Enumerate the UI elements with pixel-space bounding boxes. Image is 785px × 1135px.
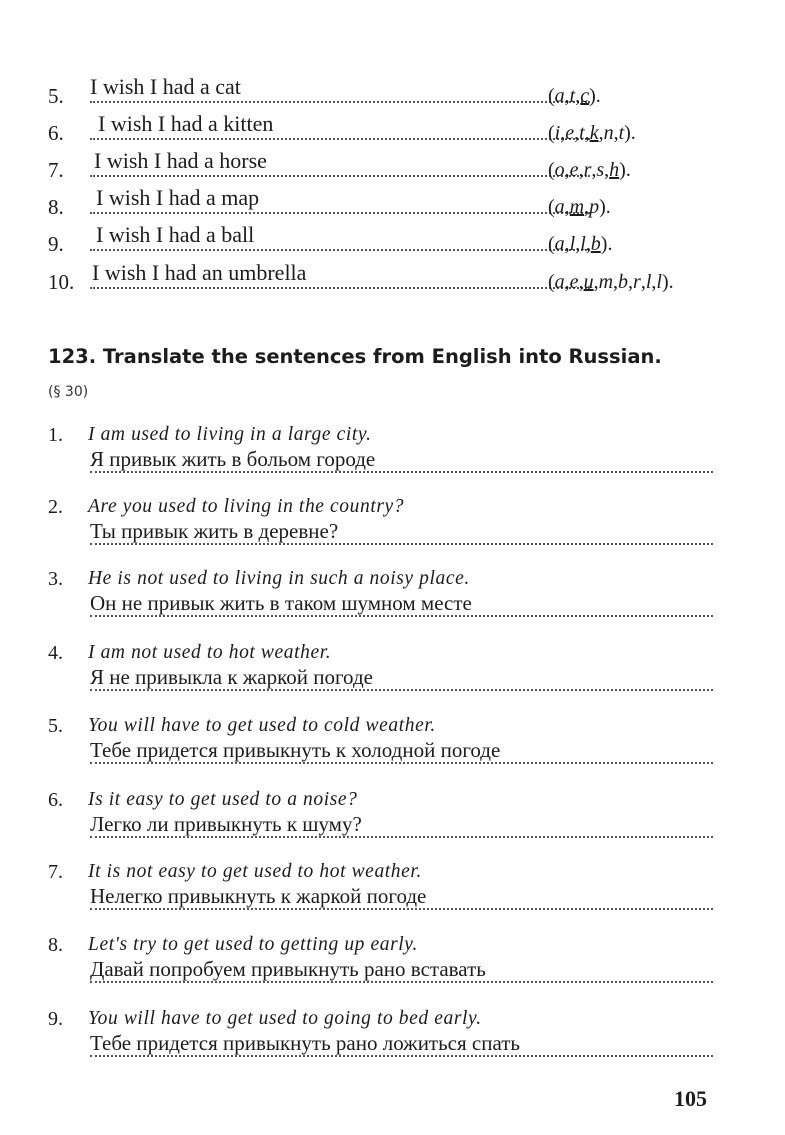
russian-answer[interactable]: Я привык жить в больом городе [90,447,376,471]
key-punctuation: , [575,85,581,107]
key-letter: a [554,85,565,107]
russian-answer[interactable]: Я не привыкла к жаркой погоде [90,665,373,689]
answer-line [90,615,713,617]
answer-line [90,762,713,764]
russian-answer[interactable]: Он не привык жить в таком шумном месте [90,591,472,615]
translation-item [48,567,713,627]
key-punctuation: ( [548,159,555,181]
item-number: 10. [48,270,75,294]
key-punctuation: , [598,122,604,144]
key-letter-underlined: c [580,85,590,107]
translation-item [48,860,713,920]
grammar-reference: (§ 30) [48,384,89,400]
item-number: 9. [48,232,64,256]
wish-item [48,256,728,293]
key-letter: l [580,233,586,255]
english-sentence: It is not easy to get used to hot weather. [88,861,422,882]
handwritten-answer[interactable]: I wish I had a kitten [98,111,274,136]
key-punctuation: ). [589,85,601,107]
key-letter: l [569,233,576,255]
key-letter: r [633,271,641,293]
russian-answer[interactable]: Давай попробуем привыкнуть рано вставать [90,957,486,981]
answer-line [90,101,590,103]
key-punctuation: , [628,271,634,293]
answer-line [90,908,713,910]
key-punctuation: , [564,196,570,218]
key-punctuation: ). [599,196,611,218]
answer-line [90,249,590,251]
key-letter: e [565,122,575,144]
key-punctuation: , [613,271,619,293]
wish-item [48,181,728,218]
russian-answer[interactable]: Нелегко привыкнуть к жаркой погоде [90,884,427,908]
item-number: 8. [48,195,64,219]
answer-line [90,1055,713,1057]
item-number: 7. [48,861,63,883]
letter-key [548,196,611,218]
key-punctuation: ). [661,271,674,293]
handwritten-answer[interactable]: I wish I had a map [96,185,260,210]
answer-line [90,212,590,214]
key-letter: m [598,271,614,293]
handwritten-answer[interactable]: I wish I had a horse [94,148,267,173]
key-punctuation: , [593,271,599,293]
key-letter: b [618,271,629,293]
key-punctuation: , [574,122,580,144]
key-letter: l [656,271,662,293]
translation-item [48,641,713,701]
letter-key [548,159,631,181]
key-letter: n [603,122,614,144]
handwritten-answer[interactable]: I wish I had an umbrella [92,260,307,285]
translation-item [48,1007,713,1067]
answer-line [90,543,713,545]
key-punctuation: , [564,85,570,107]
key-letter: e [569,159,579,181]
english-sentence: Are you used to living in the country? [88,496,405,517]
key-letter: i [554,122,561,144]
english-sentence: You will have to get used to going to bed early. [88,1008,482,1029]
answer-line [90,981,713,983]
translation-item [48,714,713,774]
key-punctuation: , [604,159,610,181]
item-number: 7. [48,158,64,182]
wish-item [48,218,728,255]
russian-answer[interactable]: Легко ли привыкнуть к шуму? [90,812,362,836]
key-letter: e [569,271,579,293]
key-punctuation: , [640,271,646,293]
english-sentence: You will have to get used to cold weather. [88,715,436,736]
russian-answer[interactable]: Тебе придется привыкнуть рано ложиться спать [90,1031,521,1055]
key-punctuation: ( [548,233,555,255]
key-punctuation: , [564,159,570,181]
item-number: 4. [48,642,63,664]
item-number: 5. [48,84,64,108]
answer-line [90,138,590,140]
key-punctuation: , [575,233,581,255]
key-letter: t [569,85,576,107]
item-number: 3. [48,568,63,590]
key-punctuation: , [584,122,590,144]
letter-key [548,122,636,144]
handwritten-answer[interactable]: I wish I had a cat [90,74,241,99]
key-punctuation: , [585,233,591,255]
answer-line [90,287,590,289]
key-letter: a [554,196,565,218]
key-punctuation: ( [548,196,555,218]
english-sentence: I am used to living in a large city. [88,424,372,445]
key-punctuation: ( [548,271,555,293]
key-letter: t [579,122,585,144]
translation-item [48,788,713,848]
key-punctuation: , [564,233,570,255]
letter-key [548,85,601,107]
key-letter: l [645,271,652,293]
answer-line [90,175,590,177]
translation-item [48,423,713,483]
english-sentence: I am not used to hot weather. [88,642,332,663]
key-letter: a [554,233,565,255]
key-letter: r [583,159,592,181]
key-punctuation: ). [600,233,613,255]
item-number: 1. [48,424,63,446]
key-letter-underlined: k [589,122,599,144]
key-letter: p [589,196,600,218]
english-sentence: Is it easy to get used to a noise? [88,789,358,810]
translation-item [48,495,713,555]
item-number: 6. [48,121,64,145]
key-punctuation: ). [624,122,636,144]
key-punctuation: ( [548,85,555,107]
answer-line [90,836,713,838]
key-letter-underlined: m [569,196,585,218]
answer-line [90,689,713,691]
letter-key [548,271,674,293]
key-letter: o [554,159,565,181]
item-number: 2. [48,496,63,518]
english-sentence: He is not used to living in such a noisy place. [88,568,470,589]
item-number: 5. [48,715,63,737]
item-number: 9. [48,1008,63,1030]
exercise-title: 123. Translate the sentences from English into Russian. [48,345,662,368]
key-punctuation: , [651,271,657,293]
russian-answer[interactable]: Тебе придется привыкнуть к холодной погоде [90,738,501,762]
letter-key [548,233,612,255]
item-number: 6. [48,789,63,811]
key-punctuation: ). [619,159,631,181]
key-punctuation: , [564,271,570,293]
key-punctuation: , [578,159,584,181]
handwritten-answer[interactable]: I wish I had a ball [96,222,255,247]
wish-item [48,70,728,107]
key-punctuation: , [560,122,566,144]
key-letter-underlined: b [590,233,601,255]
key-letter: t [618,122,625,144]
key-punctuation: , [578,271,584,293]
key-letter-underlined: u [583,271,594,293]
key-letter: a [554,271,565,293]
key-punctuation: , [613,122,619,144]
key-punctuation: , [584,196,590,218]
key-punctuation: ( [548,122,555,144]
key-letter: s [596,159,605,181]
wish-item [48,144,728,181]
page-number: 105 [674,1086,707,1111]
translation-item [48,933,713,993]
russian-answer[interactable]: Ты привык жить в деревне? [90,519,339,543]
wish-item [48,107,728,144]
key-letter-underlined: h [609,159,620,181]
key-punctuation: , [591,159,597,181]
english-sentence: Let's try to get used to getting up early. [88,934,418,955]
item-number: 8. [48,934,63,956]
answer-line [90,471,713,473]
